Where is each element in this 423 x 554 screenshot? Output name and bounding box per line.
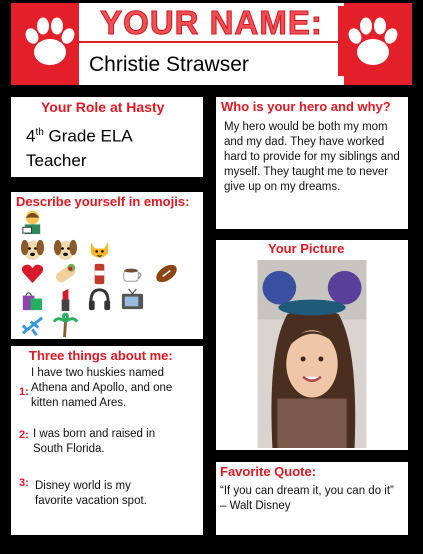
three-things-heading: Three things about me: xyxy=(29,348,173,363)
header-banner xyxy=(11,3,412,85)
quote-heading: Favorite Quote: xyxy=(220,464,317,479)
page-title: YOUR NAME: xyxy=(79,3,344,41)
heart-emoji-icon xyxy=(19,260,46,287)
list-item: I have two huskies named Athena and Apollo, and one kitten named Ares. xyxy=(31,367,173,409)
hero-heading: Who is your hero and why? xyxy=(221,99,391,114)
coffee-emoji-icon xyxy=(119,260,146,287)
soda-can-emoji-icon xyxy=(86,260,113,287)
item-number: 1: xyxy=(19,386,29,398)
emoji-row xyxy=(19,260,182,287)
emoji-heading: Describe yourself in emojis: xyxy=(16,194,190,209)
headphones-emoji-icon xyxy=(86,286,113,313)
tv-emoji-icon xyxy=(119,286,146,313)
emoji-row xyxy=(19,236,115,263)
palm-tree-emoji-icon xyxy=(52,312,79,339)
dog-emoji-icon xyxy=(19,236,46,263)
item-number: 3: xyxy=(19,477,29,489)
role-title: Teacher xyxy=(26,150,87,170)
emoji-row xyxy=(19,208,48,235)
role-value xyxy=(26,121,133,173)
name-box xyxy=(79,43,344,85)
photo-icon xyxy=(257,260,367,448)
emoji-row xyxy=(19,312,81,339)
hero-panel xyxy=(216,97,408,229)
lipstick-emoji-icon xyxy=(52,286,79,313)
airplane-emoji-icon xyxy=(19,312,46,339)
paw-print-icon xyxy=(15,6,85,76)
teacher-emoji-icon xyxy=(19,208,46,235)
dog-emoji-icon xyxy=(52,236,79,263)
three-things-panel xyxy=(11,346,203,535)
quote-panel xyxy=(216,462,408,535)
list-item: I was born and raised in South Florida. xyxy=(33,428,156,455)
paw-print-icon xyxy=(338,6,408,76)
list-item: Disney world is my favorite vacation spot. xyxy=(35,480,147,507)
shopping-bags-emoji-icon xyxy=(19,286,46,313)
role-heading: Your Role at Hasty xyxy=(41,99,165,115)
grade-number: 4 xyxy=(26,126,36,146)
emoji-panel xyxy=(11,192,203,339)
quote-text: “If you can dream it, you can do it” – Walt Disney xyxy=(220,485,394,512)
grade-suffix: th xyxy=(35,127,44,138)
hero-text: My hero would be both my mom and my dad. They have worked hard to provide for my siblings and myself. They taught me to never give up on my dreams. xyxy=(224,121,400,193)
picture-panel xyxy=(216,240,408,450)
burrito-emoji-icon xyxy=(52,260,79,287)
emoji-row xyxy=(19,286,148,313)
football-emoji-icon xyxy=(153,260,180,287)
item-number: 2: xyxy=(19,429,29,441)
grade-rest: Grade ELA xyxy=(43,126,133,146)
name-value: Christie Strawser xyxy=(89,53,249,76)
cat-emoji-icon xyxy=(86,236,113,263)
role-panel xyxy=(11,97,203,177)
picture-heading: Your Picture xyxy=(268,241,345,256)
